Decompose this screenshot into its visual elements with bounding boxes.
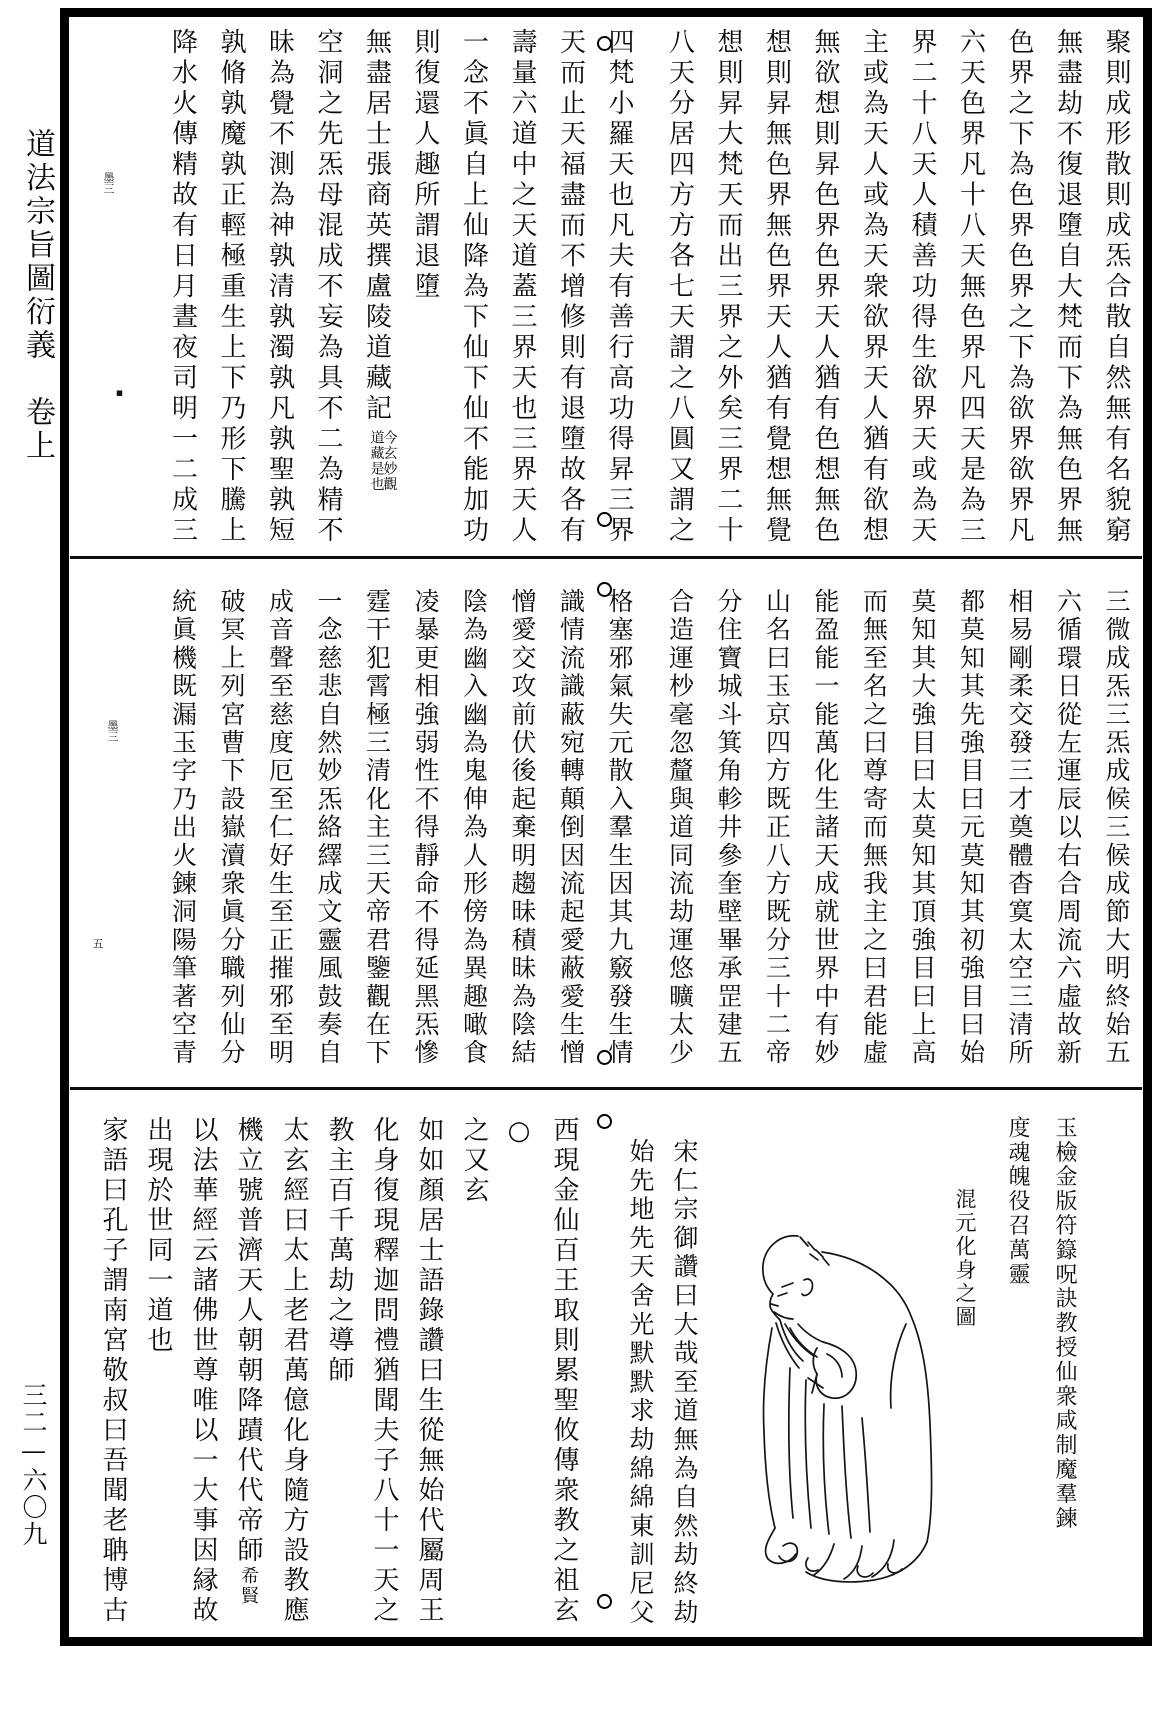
text-column: 空洞之先炁母混成不妄為具不二為精不 bbox=[313, 28, 343, 547]
text-column: 相易剛柔交發三才奠體杳寞太空三清所 bbox=[1005, 588, 1034, 1068]
text-column: 無盡劫不復退墮自大梵而下為無色界無 bbox=[1052, 28, 1083, 547]
text-column: 想則昇大梵天而出三界之外矣三界二十 bbox=[713, 28, 743, 547]
text-column: 主或為天人或為天衆欲界天人猶有欲想 bbox=[858, 28, 889, 547]
illustration-caption: 混元化身之圖 bbox=[953, 1188, 977, 1329]
text-column: 出現於世同一道也 bbox=[143, 1116, 173, 1356]
text-column: 昧為覺不測為神孰清孰濁孰凡孰聖孰短 bbox=[264, 28, 295, 547]
text-column: 則復還人趣所謂退墮 bbox=[410, 28, 440, 303]
text-column: 以法華經云諸佛世尊唯以一大事因縁故 bbox=[188, 1116, 218, 1626]
register-top bbox=[72, 28, 1163, 560]
register-divider-2 bbox=[70, 1087, 1142, 1090]
text-column: 識情流識蔽宛轉顛倒因流起愛蔽愛生憎 bbox=[556, 588, 586, 1068]
text-column: 家語曰孔子謂南宮敬叔曰吾聞老聃博古 bbox=[98, 1116, 128, 1626]
text-column: 破冥上列宮曹下設嶽瀆衆眞分職列仙分 bbox=[217, 588, 246, 1068]
text-column: 合造運杪毫忽釐與道同流劫運悠曠太少 bbox=[665, 588, 695, 1068]
text-column: 分住寶城斗箕角軫井參奎壁畢承罡建五 bbox=[714, 588, 743, 1068]
collation-mark: 墨三 bbox=[106, 720, 119, 742]
collation-mark: 墨三 bbox=[102, 172, 115, 194]
small-suffix: 希賢 bbox=[238, 1566, 259, 1606]
collation-mark: 五 bbox=[91, 938, 104, 949]
register-bottom-left bbox=[98, 1116, 586, 1638]
interlinear-note: 今玄妙觀 道藏是也 bbox=[368, 429, 398, 492]
text-column: 霆干犯霄極三清化主三天帝君鑒觀在下 bbox=[362, 588, 392, 1068]
text-column: 如如顏居士語錄讚曰生從無始代屬周王 bbox=[414, 1116, 444, 1626]
text-column: 天而止天福盡而不增修則有退墮故各有 bbox=[555, 28, 586, 547]
page-number: 三二—六〇九 bbox=[19, 1382, 48, 1548]
text-column: 六循環日從左運辰以右合周流六虛故新 bbox=[1053, 588, 1083, 1068]
text-column: 始先地先天舍光默默求劫綿綿東訓尼父 bbox=[626, 1138, 655, 1628]
text-column: 都莫知其先強目曰元莫知其初強目曰始 bbox=[956, 588, 986, 1068]
text-column: 度魂魄役召萬靈 bbox=[1005, 1116, 1030, 1287]
text-column: 四梵小羅天也凡夫有善行高功得昇三界 bbox=[604, 28, 634, 547]
text-column: 凌暴更相強弱性不得靜命不得延黑炁慘 bbox=[411, 588, 440, 1068]
text-column: 統眞機既漏玉字乃出火鍊洞陽筆著空青 bbox=[168, 588, 198, 1068]
text-column: 八天分居四方方各七天謂之八圓又謂之 bbox=[664, 28, 695, 547]
margin-book-title bbox=[17, 128, 57, 463]
text-column: 孰脩孰魔孰正輕極重生上下乃形下騰上 bbox=[216, 28, 246, 547]
text-column: 莫知其大強目曰太莫知其頂強目曰上高 bbox=[908, 588, 937, 1068]
fold-circle-mark bbox=[597, 1594, 612, 1609]
book-title: 道法宗旨圖衍義 bbox=[20, 128, 55, 363]
text-column: 教主百千萬劫之導師 bbox=[324, 1116, 354, 1386]
register-middle bbox=[72, 588, 1163, 1070]
register-bottom-right bbox=[988, 1116, 1088, 1546]
laozi-figure-drawing bbox=[738, 1228, 950, 1590]
text-column: 三微成炁三炁成候三候成節大明終始五 bbox=[1102, 588, 1131, 1068]
text-column: 聚則成形散則成炁合散自然無有名貌窮 bbox=[1101, 28, 1131, 547]
text-column: 一念慈悲自然妙炁絡繹成文靈風鼓奏自 bbox=[314, 588, 343, 1068]
text-column: 山名曰玉京四方既正八方既分三十二帝 bbox=[762, 588, 792, 1068]
text-column: 壽量六道中之天道蓋三界天也三界天人 bbox=[507, 28, 537, 547]
text-column: 而無至名之曰尊寄而無我主之曰君能虛 bbox=[859, 588, 889, 1068]
text-column: 玉檢金版符籙呪訣教授仙衆咸制魔羣鍊 bbox=[1052, 1116, 1077, 1531]
text-column: 無盡居士張商英撰盧陵道藏記 今玄妙觀 道藏是也 bbox=[361, 28, 398, 492]
text-column: 無欲想則昇色界色界天人猶有色想無色 bbox=[810, 28, 840, 547]
register-bottom-middle bbox=[614, 1138, 706, 1638]
collation-mark: ▪ bbox=[113, 386, 126, 399]
text-column: 六天色界凡十八天無色界凡四天是為三 bbox=[955, 28, 986, 547]
text-column: 太玄經曰太上老君萬億化身隨方設教應 bbox=[279, 1116, 309, 1626]
text-column: 能盈能一能萬化生諸天成就世界中有妙 bbox=[811, 588, 840, 1068]
laozi-illustration bbox=[738, 1228, 950, 1594]
text-column: 降水火傳精故有日月晝夜司明一二成三 bbox=[167, 28, 198, 547]
text-column: 陰為幽入幽為鬼伸為人形傍為異趣噉食 bbox=[459, 588, 489, 1068]
text-column: 格塞邪氣失元散入羣生因其九竅發生情 bbox=[605, 588, 634, 1068]
text-column: 色界之下為色界色界之下為欲界欲界凡 bbox=[1004, 28, 1034, 547]
volume-label: 卷上 bbox=[20, 396, 55, 463]
text-column: 宋仁宗御讚曰大哉至道無為自然劫終劫 bbox=[670, 1138, 699, 1628]
text-column: 界二十八天人積善功得生欲界天或為天 bbox=[907, 28, 937, 547]
fold-circle-mark bbox=[597, 1114, 612, 1129]
text-column: 一念不眞自上仙降為下仙下仙不能加功 bbox=[458, 28, 489, 547]
text-column: 憎愛交攻前伏後起棄明趨昧積昧為陰結 bbox=[508, 588, 537, 1068]
text-column: 機立號普濟天人朝朝降蹟代代帝師希賢 bbox=[233, 1116, 263, 1606]
text-column: 西現金仙百王取則累聖攸傳衆教之祖玄○ bbox=[504, 1116, 579, 1626]
text-column: 成音聲至慈度厄至仁好生至正摧邪至明 bbox=[265, 588, 295, 1068]
text-column: 之又玄 bbox=[459, 1116, 489, 1206]
text-column: 化身復現釋迦問禮猶聞夫子八十一天之 bbox=[369, 1116, 399, 1626]
text-column: 想則昇無色界無色界天人猶有覺想無覺 bbox=[761, 28, 792, 547]
